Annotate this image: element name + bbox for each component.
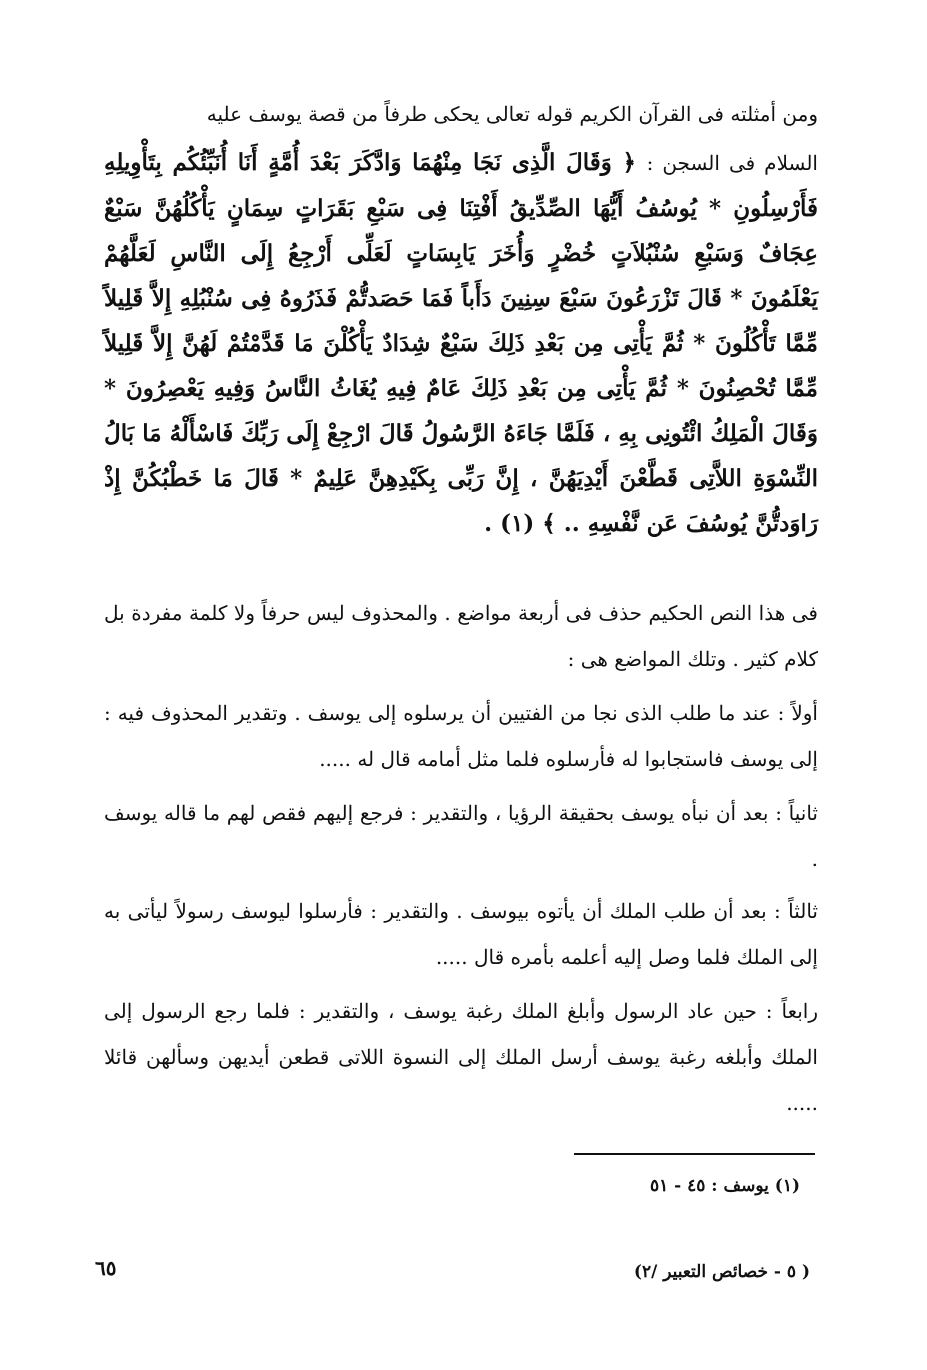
paragraph-second-text: ثانياً : بعد أن نبأه يوسف بحقيقة الرؤيا ، والتقدير : فرجع إليهم فقص لهم ما قاله يوسف .	[104, 801, 818, 871]
paragraph-fourth-text: رابعاً : حين عاد الرسول وأبلغ الملك رغبة يوسف ، والتقدير : فلما رجع الرسول إلى الملك وأبلغه رغبة يوسف أرسل الملك إلى النسوة اللاتى قطعن أيديهن وسألهن قائلا .....	[104, 999, 818, 1115]
paragraph-summary	[104, 590, 818, 682]
running-footer: ( ٥ - خصائص التعبير /٢)	[633, 1262, 810, 1282]
paragraph-first	[104, 690, 818, 782]
quran-verse: ﴿ وَقَالَ الَّذِى نَجَا مِنْهُمَا وَادَّكَرَ بَعْدَ أُمَّةٍ أَنَا أُنَبِّئُكُم بِتَأْوِيلِهِ فَأَرْسِلُونِ * يُوسُفُ أَيُّهَا الصِّدِّيقُ أَفْتِنَا فِى سَبْعِ بَقَرَاتٍ سِمَانٍ يَأْكُلُهُنَّ سَبْعٌ عِجَافٌ وَسَبْعِ سُنْبُلاَتٍ خُضْرٍ وَأُخَرَ يَابِسَاتٍ لَعَلِّى أَرْجِعُ إِلَى النَّاسِ لَعَلَّهُمْ يَعْلَمُونَ * قَالَ تَزْرَعُونَ سَبْعَ سِنِينَ دَأَباً فَمَا حَصَدتُّمْ فَذَرُوهُ فِى سُنْبُلِهِ إِلاَّ قَلِيلاً مِّمَّا تَأْكُلُونَ * ثُمَّ يَأْتِى مِن بَعْدِ ذَلِكَ سَبْعٌ شِدَادٌ يَأْكُلْنَ مَا قَدَّمْتُمْ لَهُنَّ إِلاَّ قَلِيلاً مِّمَّا تُحْصِنُونَ * ثُمَّ يَأْتِى مِن بَعْدِ ذَلِكَ عَامٌ فِيهِ يُغَاثُ النَّاسُ وَفِيهِ يَعْصِرُونَ * وَقَالَ الْمَلِكُ ائْتُونِى بِهِ ، فَلَمَّا جَاءَهُ الرَّسُولُ قَالَ ارْجِعْ إِلَى رَبِّكَ فَاسْأَلْهُ مَا بَالُ النِّسْوَةِ اللاَّتِى قَطَّعْنَ أَيْدِيَهُنَّ ، إِنَّ رَبِّى بِكَيْدِهِنَّ عَلِيمٌ * قَالَ مَا خَطْبُكُنَّ إِذْ رَاوَدتُّنَّ يُوسُفَ عَن نَّفْسِهِ .. ﴾ (١) .	[104, 149, 818, 537]
paragraph-third	[104, 888, 818, 980]
quran-passage	[104, 140, 818, 546]
intro-text: ومن أمثلته فى القرآن الكريم قوله تعالى يحكى طرفاً من قصة يوسف عليه	[206, 102, 818, 126]
intro-line	[104, 98, 818, 131]
footnote-text: (١) يوسف : ٤٥ - ٥١	[649, 1176, 800, 1196]
paragraph-fourth	[104, 988, 818, 1126]
footnote	[560, 1176, 800, 1196]
paragraph-first-text: أولاً : عند ما طلب الذى نجا من الفتيين أن يرسلوه إلى يوسف . وتقدير المحذوف فيه : إلى يوسف فاستجابوا له فأرسلوه فلما مثل أمامه قال له .....	[104, 701, 818, 771]
page-number: ٦٥	[95, 1256, 117, 1280]
paragraph-summary-text: فى هذا النص الحكيم حذف فى أربعة مواضع . والمحذوف ليس حرفاً ولا كلمة مفردة بل كلام كثير . وتلك المواضع هى :	[104, 601, 818, 671]
paragraph-third-text: ثالثاً : بعد أن طلب الملك أن يأتوه بيوسف . والتقدير : فأرسلوا ليوسف رسولاً ليأتى به إلى الملك فلما وصل إليه أعلمه بأمره قال .....	[104, 899, 818, 969]
paragraph-second	[104, 790, 818, 882]
footnote-divider	[574, 1153, 815, 1155]
quran-lead: السلام فى السجن :	[646, 151, 818, 175]
